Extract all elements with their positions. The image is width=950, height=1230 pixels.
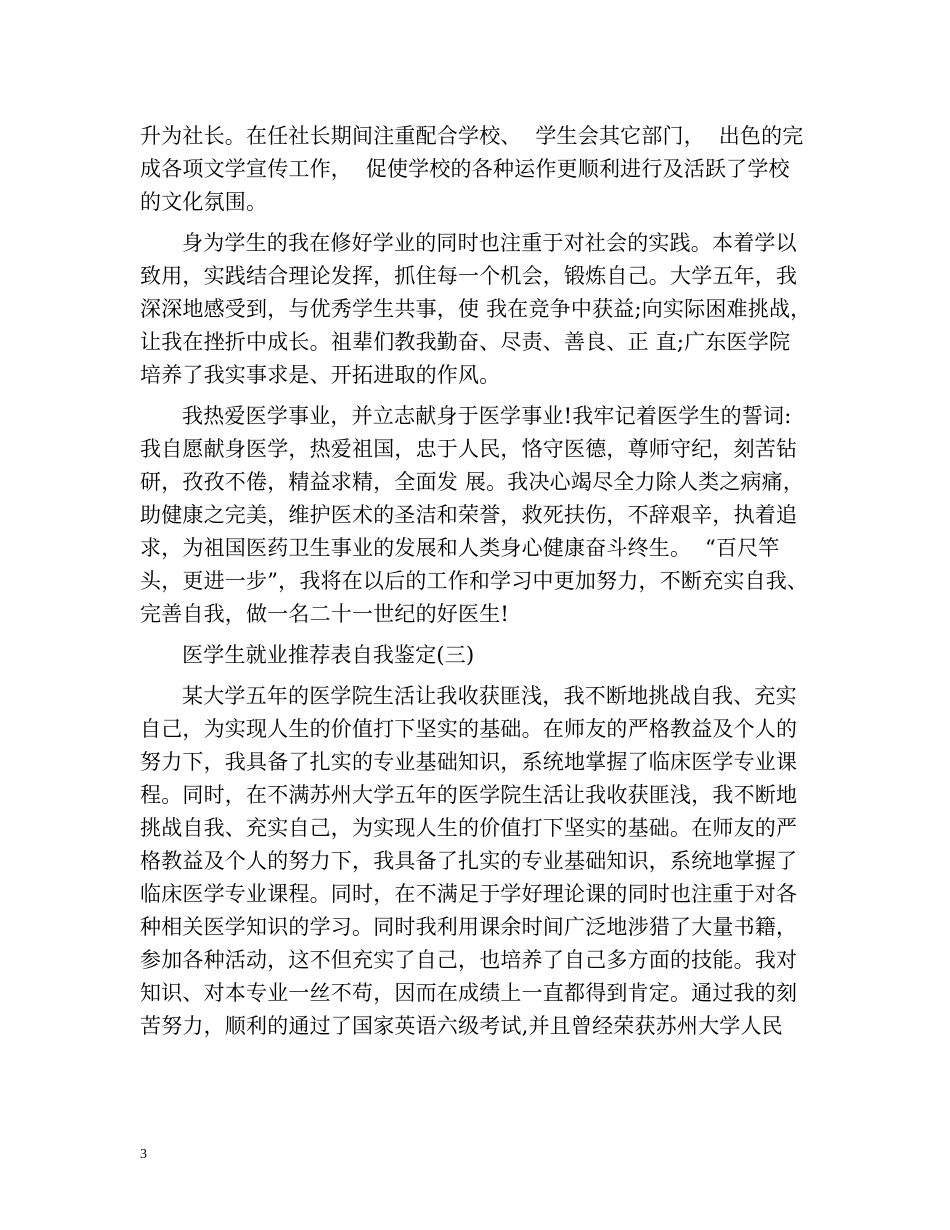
text-line: 努力下，我具备了扎实的专业基础知识，系统地掌握了临床医学专业课	[140, 750, 798, 774]
text-line: 临床医学专业课程。同时，在不满足于学好理论课的同时也注重于对各	[140, 882, 798, 906]
text-line: 身为学生的我在修好学业的同时也注重于对社会的实践。本着学以	[182, 231, 797, 255]
text-line: 苦努力，顺利的通过了国家英语六级考试,并且曾经荣获苏州大学人民	[140, 1014, 783, 1038]
text-line: 我热爱医学事业，并立志献身于医学事业!我牢记着医学生的誓词:	[182, 404, 792, 428]
text-line: 格教益及个人的努力下，我具备了扎实的专业基础知识，系统地掌握了	[140, 849, 798, 873]
section-heading: 医学生就业推荐表自我鉴定(三)	[182, 643, 475, 667]
text-line: 深深地感受到，与优秀学生共事，使 我在竞争中获益;向实际困难挑战，	[140, 297, 812, 321]
text-line: 助健康之完美，维护医术的圣洁和荣誉，救死扶伤，不辞艰辛，执着追	[140, 503, 798, 527]
text-line: 自己，为实现人生的价值打下坚实的基础。在师友的严格教益及个人的	[140, 717, 798, 741]
text-line: 知识、对本专业一丝不苟，因而在成绩上一直都得到肯定。通过我的刻	[140, 981, 798, 1005]
text-line: 成各项文学宣传工作， 促使学校的各种运作更顺利进行及活跃了学校	[140, 157, 790, 181]
text-line: 完善自我，做一名二十一世纪的好医生!	[140, 602, 510, 626]
text-line: 我自愿献身医学，热爱祖国，忠于人民，恪守医德，尊师守纪，刻苦钻	[140, 437, 798, 461]
page-number: 3	[140, 1147, 147, 1162]
text-line: 头，更进一步”，我将在以后的工作和学习中更加努力，不断充实自我、	[140, 569, 809, 593]
text-line: 求，为祖国医药卫生事业的发展和人类身心健康奋斗终生。 “百尺竿	[140, 536, 780, 560]
text-line: 程。同时，在不满苏州大学五年的医学院生活让我收获匪浅，我不断地	[140, 783, 798, 807]
text-line: 的文化氛围。	[140, 190, 268, 214]
text-line: 挑战自我、充实自己，为实现人生的价值打下坚实的基础。在师友的严	[140, 816, 798, 840]
text-line: 研，孜孜不倦，精益求精，全面发 展。我决心竭尽全力除人类之病痛，	[140, 470, 805, 494]
text-line: 致用，实践结合理论发挥，抓住每一个机会，锻炼自己。大学五年，我	[140, 264, 798, 288]
text-line: 升为社长。在任社长期间注重配合学校、 学生会其它部门， 出色的完	[140, 124, 804, 148]
text-line: 某大学五年的医学院生活让我收获匪浅，我不断地挑战自我、充实	[182, 684, 797, 708]
text-line: 培养了我实事求是、开拓进取的作风。	[140, 363, 501, 387]
text-line: 种相关医学知识的学习。同时我利用课余时间广泛地涉猎了大量书籍，	[140, 915, 798, 939]
text-line: 参加各种活动，这不但充实了自己，也培养了自己多方面的技能。我对	[140, 948, 798, 972]
text-line: 让我在挫折中成长。祖辈们教我勤奋、尽责、善良、正 直;广东医学院	[140, 330, 791, 354]
